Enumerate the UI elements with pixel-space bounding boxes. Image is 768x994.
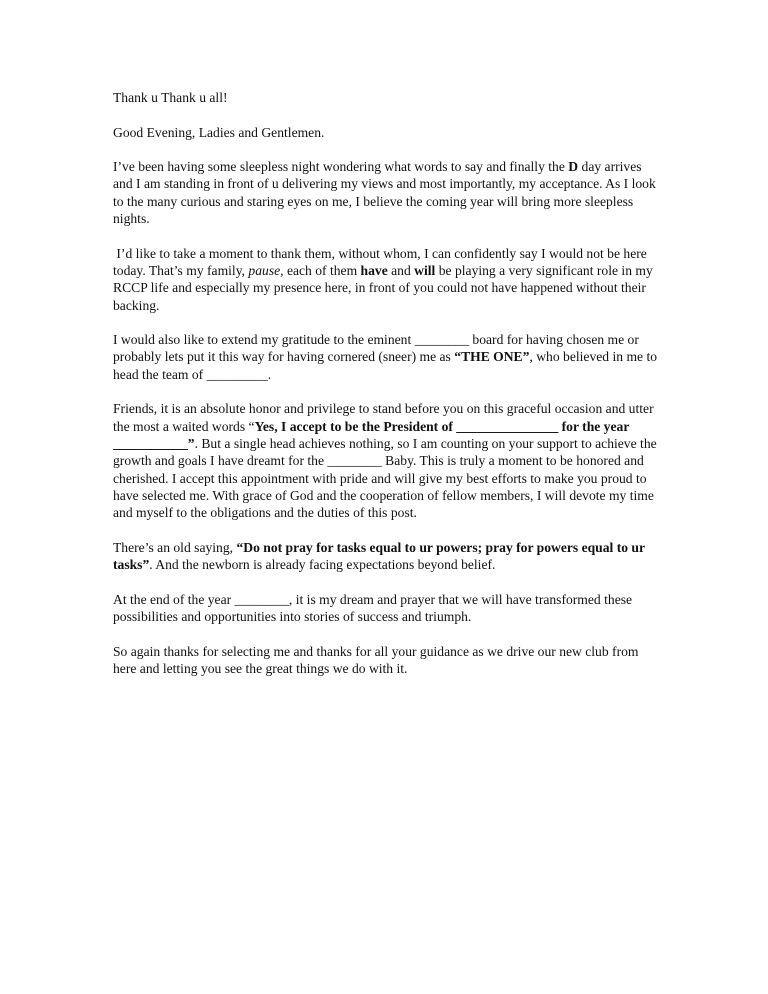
text-run: and — [387, 262, 415, 278]
bold-text: Yes, I accept to be the President of _______________ for the year ___________” — [113, 418, 630, 451]
bold-text: “Do not pray for tasks equal to ur powers; pray for powers equal to ur tasks” — [113, 539, 645, 573]
text-run: I would also like to extend my gratitude to the eminent ________ board for having chosen me or probably lets put it this way for having cornered (sneer) me as — [113, 332, 639, 365]
paragraph-year-end-dream: At the end of the year ________, it is my dream and prayer that we will have transformed these possibilities and opportunities into stories of success and triumph. — [113, 591, 633, 624]
text-run: day arrives and I am standing in front of u delivering my views and most importantly, my acceptance. As I look to the many curious and staring eyes on me, I believe the coming year will bring more sleepless nights. — [113, 159, 656, 227]
bold-text: “THE ONE” — [454, 349, 530, 365]
paragraph-old-saying — [113, 539, 658, 574]
paragraph-closing: So again thanks for selecting me and thanks for all your guidance as we drive our new club from here and letting you see the great things we do with it. — [113, 643, 639, 676]
text-run: be playing a very significant role in my RCCP life and especially my presence here, in front of you could not have happened without their backing. — [113, 262, 653, 313]
text-run: . But a single head achieves nothing, so I am counting on your support to achieve the growth and goals I have dreamt for the ________ Baby. This is truly a moment to be honored and cherished. I accept this appointment with pride and will give my best efforts to make you proud to have selected me. With grace of God and the cooperation of fellow members, I will devote my time and myself to the obligations and the duties of this post. — [113, 435, 657, 521]
italic-text: pause, — [248, 262, 284, 278]
greeting-salutation: Good Evening, Ladies and Gentlemen. — [113, 124, 325, 140]
paragraph-sleepless-nights — [113, 158, 658, 227]
paragraph-acceptance — [113, 400, 658, 521]
paragraph-family-thanks — [113, 245, 658, 314]
text-run: . And the newborn is already facing expectations beyond belief. — [149, 557, 496, 573]
paragraph-board-gratitude — [113, 331, 658, 383]
text-run: Friends, it is an absolute honor and privilege to stand before you on this graceful occasion and utter the most a waited words “ — [113, 401, 654, 434]
text-run: I’ve been having some sleepless night wondering what words to say and finally the — [113, 159, 569, 175]
letter-body — [113, 89, 658, 694]
bold-text: D — [568, 159, 579, 175]
text-run: There’s an old saying, — [113, 539, 237, 555]
bold-text: have — [360, 262, 388, 278]
text-run: , who believed in me to head the team of _________. — [113, 349, 658, 382]
greeting-thanks: Thank u Thank u all! — [113, 90, 228, 105]
text-run: each of them — [283, 262, 361, 278]
bold-text: will — [414, 262, 436, 278]
text-run: I’d like to take a moment to thank them, without whom, I can confidently say I would not be here today. That’s my family, — [113, 245, 647, 278]
